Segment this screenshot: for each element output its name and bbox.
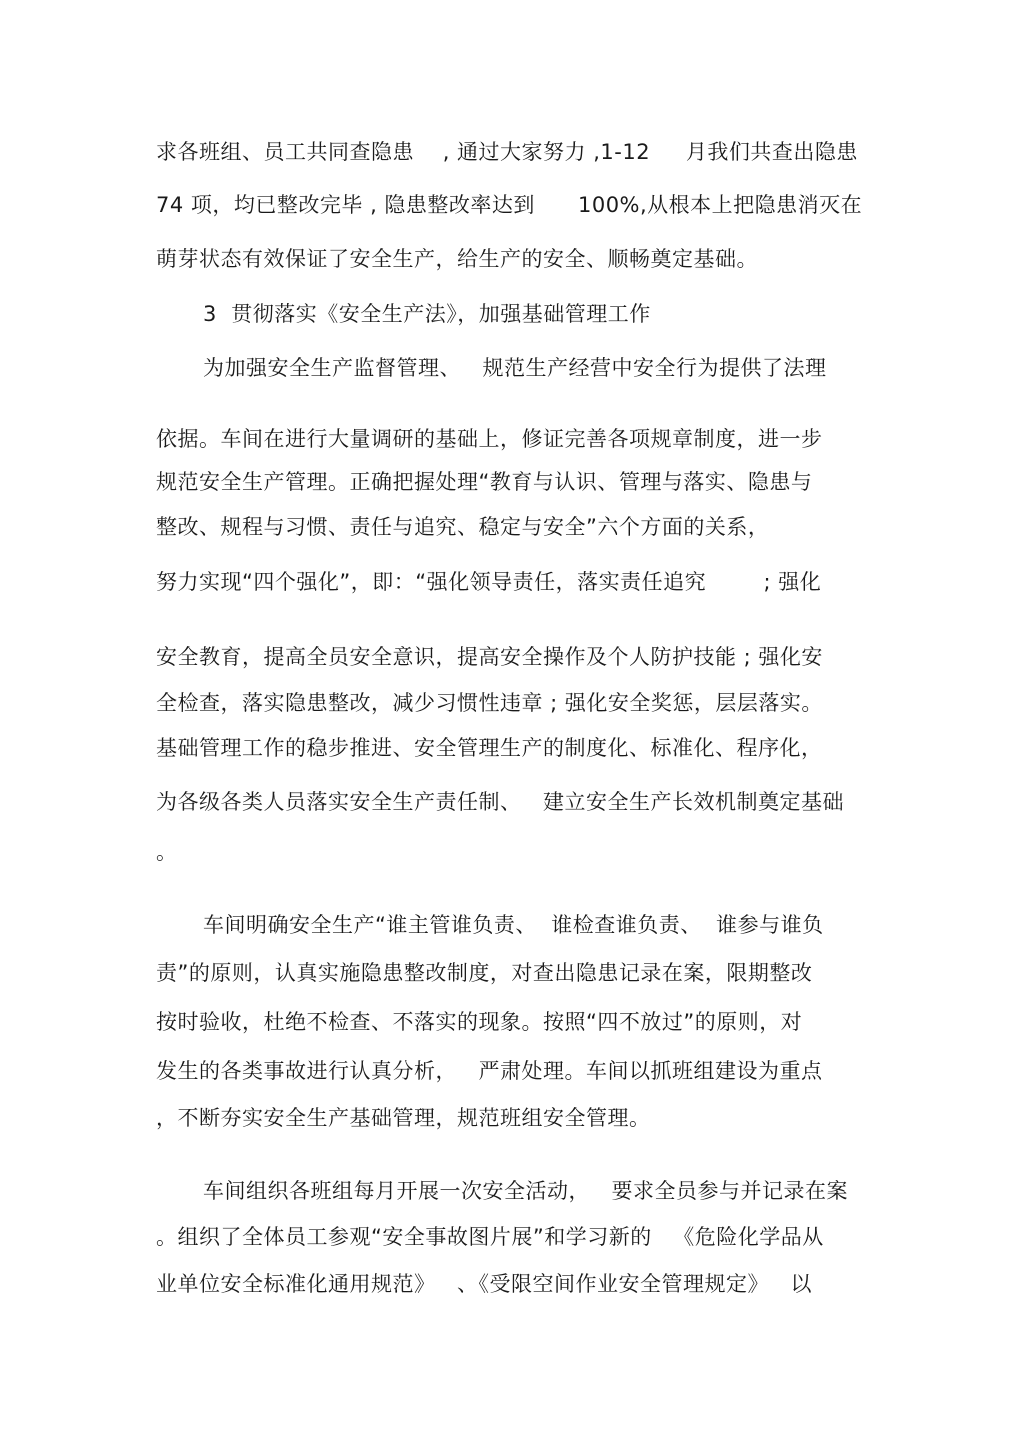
text-line: 74 项，均已整改完毕 , 隐患整改率达到 100%,从根本上把隐患消灭在 bbox=[156, 193, 863, 217]
text-line: 萌芽状态有效保证了安全生产，给生产的安全、顺畅奠定基础。 bbox=[156, 247, 758, 271]
text-line: 按时验收，杜绝不检查、不落实的现象。按照“四不放过”的原则，对 bbox=[156, 1010, 803, 1034]
text-line: 。 bbox=[156, 840, 178, 864]
text-line: 为加强安全生产监督管理、 规范生产经营中安全行为提供了法理 bbox=[203, 356, 827, 380]
text-line: 。组织了全体员工参观“安全事故图片展”和学习新的 《危险化学品从 bbox=[156, 1225, 824, 1249]
paragraph-start: 车间组织各班组每月开展一次安全活动， 要求全员参与并记录在案 bbox=[203, 1179, 849, 1203]
text-line: 基础管理工作的稳步推进、安全管理生产的制度化、标准化、程序化， bbox=[156, 736, 823, 760]
text-line: 发生的各类事故进行认真分析， 严肃处理。车间以抓班组建设为重点 bbox=[156, 1059, 823, 1083]
text-line: 业单位安全标准化通用规范》 、《受限空间作业安全管理规定》 以 bbox=[156, 1272, 813, 1296]
text-line: 安全教育，提高全员安全意识，提高安全操作及个人防护技能 ; 强化安 bbox=[156, 645, 823, 669]
text-line: 全检查，落实隐患整改，减少习惯性违章 ; 强化安全奖惩，层层落实。 bbox=[156, 691, 823, 715]
text-line: 求各班组、员工共同查隐患 , 通过大家努力 ,1-12 月我们共查出隐患 bbox=[156, 140, 858, 164]
text-line: 责”的原则，认真实施隐患整改制度，对查出隐患记录在案，限期整改 bbox=[156, 961, 813, 985]
text-line: ，不断夯实安全生产基础管理，规范班组安全管理。 bbox=[156, 1106, 651, 1130]
text-line: 努力实现“四个强化”，即：“强化领导责任，落实责任追究 ; 强化 bbox=[156, 570, 822, 594]
text-line: 规范安全生产管理。正确把握处理“教育与认识、管理与落实、隐患与 bbox=[156, 470, 813, 494]
section-heading: 3 贯彻落实《安全生产法》，加强基础管理工作 bbox=[203, 302, 651, 326]
text-line: 为各级各类人员落实安全生产责任制、 建立安全生产长效机制奠定基础 bbox=[156, 790, 845, 814]
text-line: 依据。车间在进行大量调研的基础上，修证完善各项规章制度，进一步 bbox=[156, 427, 823, 451]
text-line: 整改、规程与习惯、责任与追究、稳定与安全”六个方面的关系， bbox=[156, 515, 770, 539]
paragraph-start: 车间明确安全生产“谁主管谁负责、 谁检查谁负责、 谁参与谁负 bbox=[203, 913, 824, 937]
